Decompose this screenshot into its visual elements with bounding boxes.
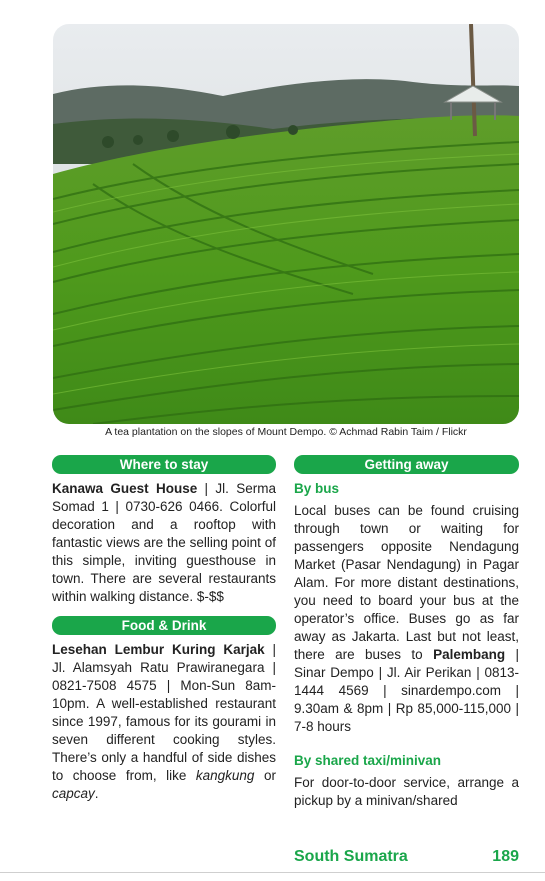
footer-divider bbox=[0, 872, 545, 873]
photo-caption: A tea plantation on the slopes of Mount Dempo. © Achmad Rabin Taim / Flickr bbox=[105, 426, 467, 438]
section-name: South Sumatra bbox=[294, 848, 408, 865]
guesthouse-details: | Jl. Serma Somad 1 | 0730-626 0466. Colorful decoration and a rooftop with fantastic views are the selling point of this simple, inviting guesthouse in town. There are several restaurants within walking distance. $-$$ bbox=[52, 481, 276, 604]
guesthouse-name: Kanawa Guest House bbox=[52, 481, 198, 496]
dish-capcay: capcay bbox=[52, 786, 95, 801]
dish-kangkung: kangkung bbox=[195, 768, 255, 783]
by-taxi-subheading: By shared taxi/minivan bbox=[294, 753, 442, 768]
bus-text: Local buses can be found cruising through town or waiting for passengers opposite Nendagung Market (Pasar Nendagung) in Pagar Alam. For more distant destinations, you need to board your bus at the operator’s office. Buses go as far away as Jakarta. Last but not least, there are buses to bbox=[294, 503, 519, 662]
page-number: 189 bbox=[492, 848, 519, 865]
by-bus-subheading: By bus bbox=[294, 481, 340, 496]
restaurant-name: Lesehan Lembur Kuring Karjak bbox=[52, 642, 265, 657]
page-footer bbox=[294, 848, 519, 866]
restaurant-details-or: or bbox=[254, 768, 276, 783]
bus-info bbox=[294, 502, 519, 736]
tea-plantation-image bbox=[53, 24, 519, 424]
restaurant-details: | Jl. Alamsyah Ratu Prawiranegara | 0821-7508 4575 | Mon-Sun 8am-10pm. A well-established restaurant since 1997, famous for its gourami in seven different cooking styles. There’s only a handful of side dishes to choose from, like bbox=[52, 642, 276, 783]
restaurant-details-end: . bbox=[94, 786, 99, 801]
bus-operator-details: | Sinar Dempo | Jl. Air Perikan | 0813-1444 4569 | sinardempo.com | 9.30am & 8pm | Rp 85,000-115,000 | 7-8 hours bbox=[294, 647, 519, 734]
bus-destination: Palembang bbox=[433, 647, 506, 662]
left-column bbox=[52, 455, 276, 803]
taxi-info: For door-to-door service, arrange a pickup by a minivan/shared bbox=[294, 775, 519, 808]
guesthouse-listing bbox=[52, 480, 276, 606]
tea-plantation-photo bbox=[53, 24, 519, 424]
getting-away-heading: Getting away bbox=[294, 455, 519, 474]
food-drink-heading: Food & Drink bbox=[52, 616, 276, 635]
restaurant-listing bbox=[52, 641, 276, 803]
where-to-stay-heading: Where to stay bbox=[52, 455, 276, 474]
right-column bbox=[294, 455, 519, 810]
